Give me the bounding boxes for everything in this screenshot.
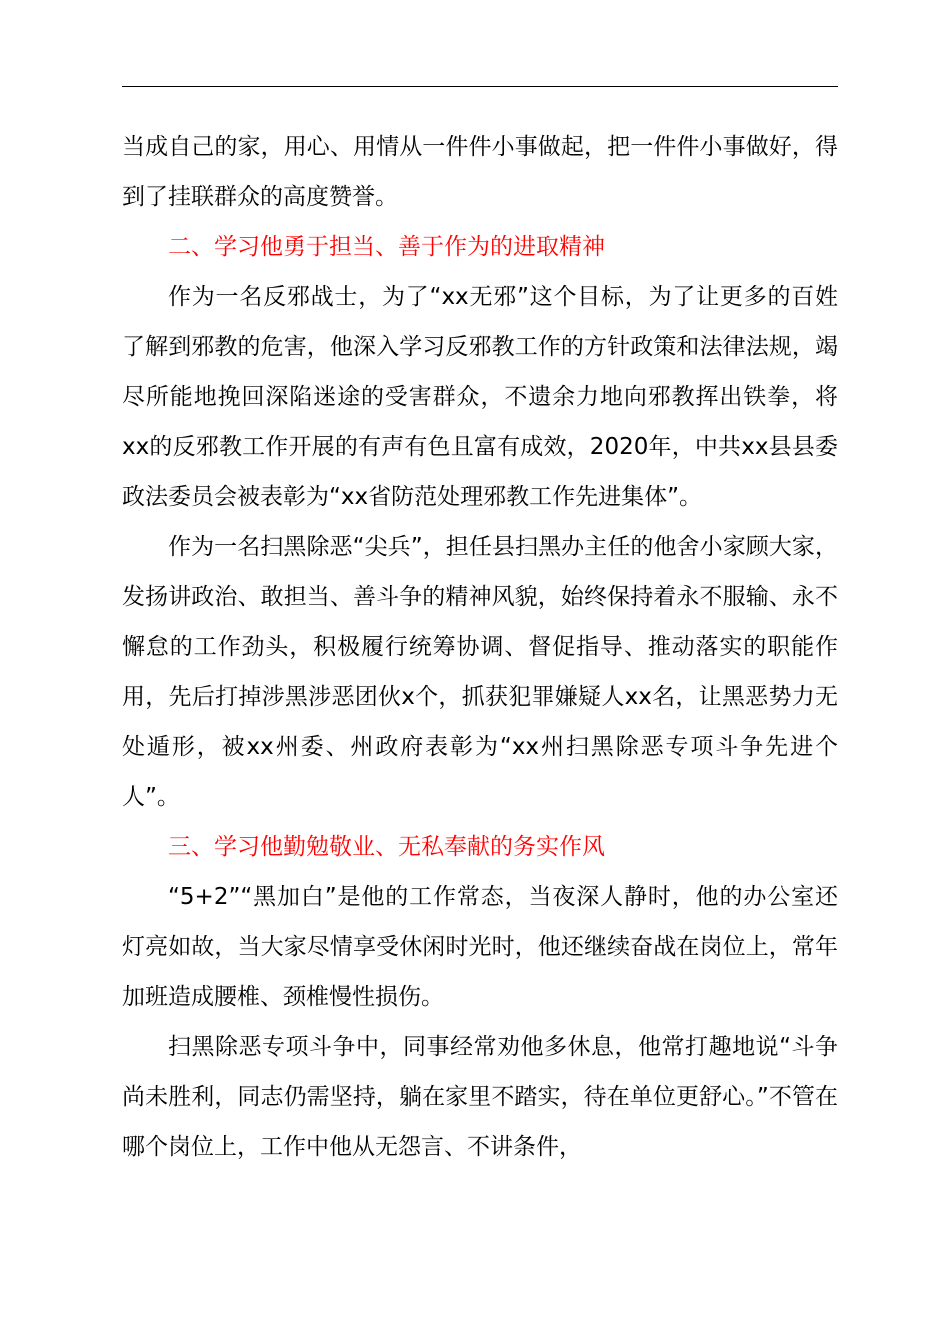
body-paragraph: 作为一名扫黑除恶“尖兵”，担任县扫黑办主任的他舍小家顾大家，发扬讲政治、敢担当、善斗争的精神风貌，始终保持着永不服输、永不懈怠的工作劲头，积极履行统筹协调、督促指导、推动落实的职能作用，先后打掉涉黑涉恶团伙x个，抓获犯罪嫌疑人xx名，让黑恶势力无处遁形，被xx州委、州政府表彰为“xx州扫黑除恶专项斗争先进个人”。 — [122, 534, 838, 810]
body-paragraph: 作为一名反邪战士，为了“xx无邪”这个目标，为了让更多的百姓了解到邪教的危害，他深入学习反邪教工作的方针政策和法律法规，竭尽所能地挽回深陷迷途的受害群众，不遗余力地向邪教挥出铁拳，将xx的反邪教工作开展的有声有色且富有成效，2020年，中共xx县县委政法委员会被表彰为“xx省防范处理邪教工作先进集体”。 — [122, 284, 838, 510]
section-heading: 二、学习他勇于担当、善于作为的进取精神 — [168, 234, 605, 260]
section-heading: 三、学习他勤勉敬业、无私奉献的务实作风 — [168, 834, 605, 860]
header-rule — [122, 86, 838, 87]
body-paragraph: 当成自己的家，用心、用情从一件件小事做起，把一件件小事做好，得到了挂联群众的高度赞誉。 — [122, 134, 838, 210]
body-paragraph: “5+2”“黑加白”是他的工作常态，当夜深人静时，他的办公室还灯亮如故，当大家尽情享受休闲时光时，他还继续奋战在岗位上，常年加班造成腰椎、颈椎慢性损伤。 — [122, 884, 838, 1010]
body-paragraph: 扫黑除恶专项斗争中，同事经常劝他多休息，他常打趣地说“斗争尚未胜利，同志仍需坚持，躺在家里不踏实，待在单位更舒心。”不管在哪个岗位上，工作中他从无怨言、不讲条件， — [122, 1034, 838, 1160]
document-body — [122, 122, 838, 1172]
